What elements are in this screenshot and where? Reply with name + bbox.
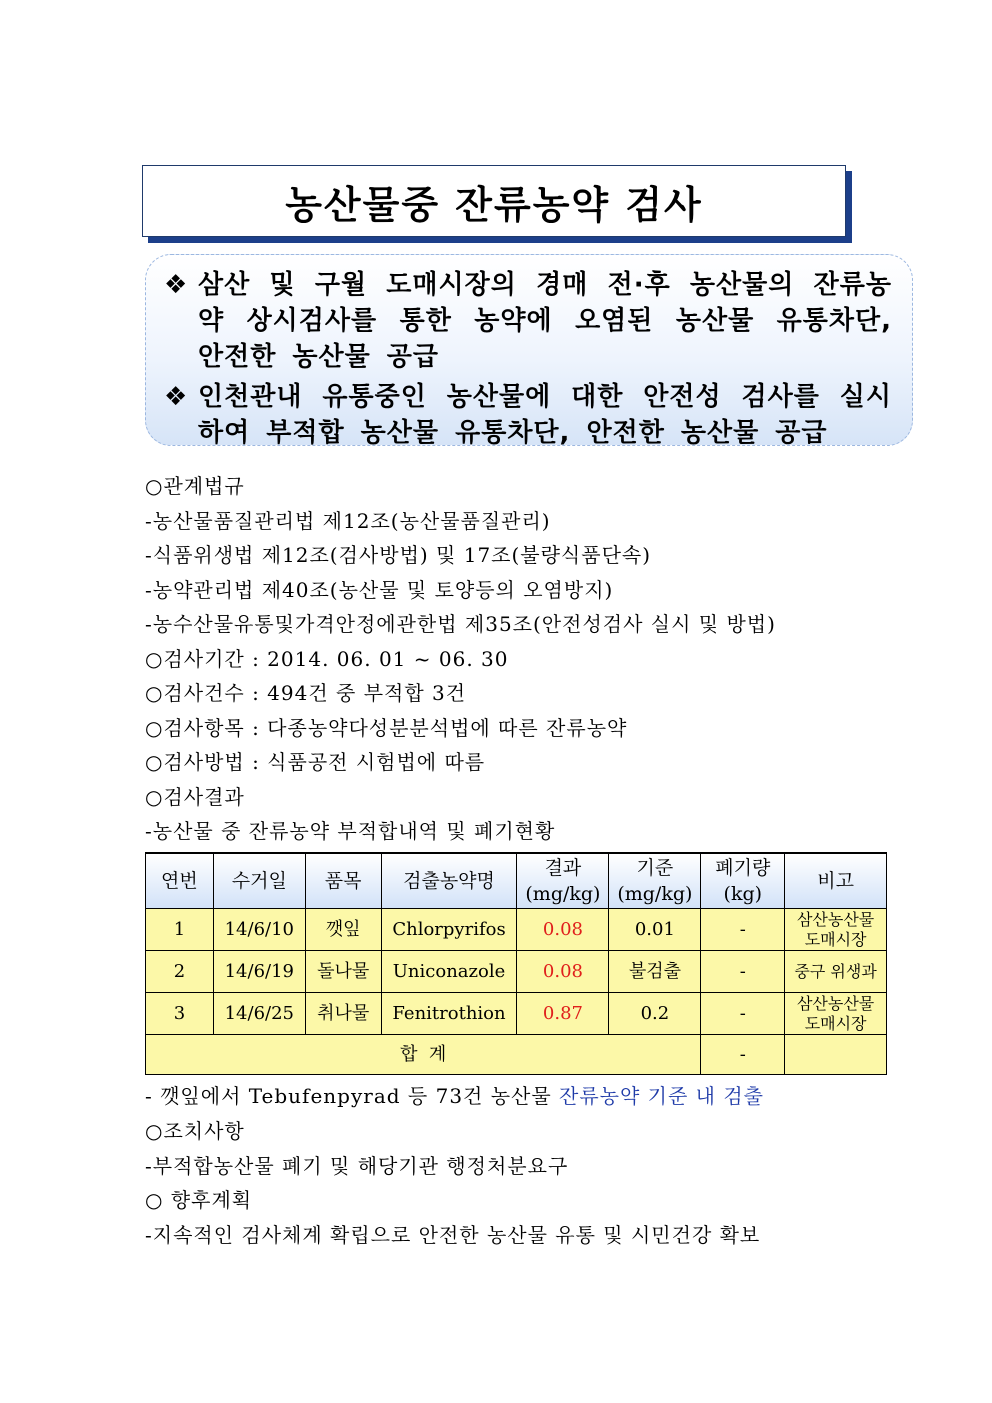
cell-note-line: 도매시장: [804, 1013, 867, 1033]
cell-disposal: -: [701, 951, 785, 993]
header-standard-label: 기준: [636, 857, 674, 879]
law-item: -식품위생법 제12조(검사방법) 및 17조(불량식품단속): [145, 543, 652, 567]
cell-standard: 0.2: [609, 993, 701, 1035]
cell-total-disposal: -: [701, 1035, 785, 1075]
result-heading: ○검사결과: [145, 785, 245, 809]
cell-total-label: 합 계: [146, 1035, 701, 1075]
cell-result: 0.08: [517, 909, 609, 951]
summary-bullet-text: 삼산 및 구월 도매시장의 경매 전·후 농산물의 잔류농약 상시검사를 통한 농약에 오염된 농산물 유통차단, 안전한 농산물 공급: [198, 270, 892, 372]
cell-item: 돌나물: [305, 951, 381, 993]
header-standard: [609, 853, 701, 909]
header-note: 비고: [785, 853, 887, 909]
cell-no: 2: [146, 951, 214, 993]
cell-note: [785, 951, 887, 993]
header-standard-unit: (mg/kg): [617, 883, 693, 905]
cell-item: 깻잎: [305, 909, 381, 951]
inspection-method: ○검사방법 : 식품공전 시험법에 따름: [145, 750, 486, 774]
action-item: -부적합농산물 폐기 및 해당기관 행정처분요구: [145, 1154, 569, 1178]
header-item: 품목: [305, 853, 381, 909]
summary-bullet-text: 인천관내 유통중인 농산물에 대한 안전성 검사를 실시하여 부적합 농산물 유통차단, 안전한 농산물 공급: [198, 382, 892, 448]
summary-bullet: [164, 379, 892, 451]
title-box: [142, 165, 846, 237]
cell-disposal: -: [701, 909, 785, 951]
table-header-row: [146, 853, 887, 909]
inspection-period: ○검사기간 : 2014. 06. 01 ~ 06. 30: [145, 647, 509, 671]
inspection-count: ○검사건수 : 494건 중 부적합 3건: [145, 681, 467, 705]
header-disposal-unit: (kg): [723, 883, 763, 905]
plan-item: -지속적인 검사체계 확립으로 안전한 농산물 유통 및 시민건강 확보: [145, 1223, 761, 1247]
header-disposal: [701, 853, 785, 909]
cell-date: 14/6/19: [213, 951, 305, 993]
cell-date: 14/6/25: [213, 993, 305, 1035]
cell-pesticide: Uniconazole: [381, 951, 517, 993]
header-date: 수거일: [213, 853, 305, 909]
law-item: -농약관리법 제40조(농산물 및 토양등의 오염방지): [145, 578, 614, 602]
header-disposal-label: 폐기량: [715, 857, 771, 879]
cell-note-line: 중구 위생과: [794, 961, 877, 981]
table-row: [146, 993, 887, 1035]
cell-no: 3: [146, 993, 214, 1035]
cell-note: [785, 909, 887, 951]
cell-note-line: 삼산농산물: [796, 909, 875, 929]
cell-pesticide: Fenitrothion: [381, 993, 517, 1035]
table-row: [146, 909, 887, 951]
result-table: [145, 852, 887, 1075]
cell-note-line: 도매시장: [804, 929, 867, 949]
action-heading: ○조치사항: [145, 1119, 245, 1143]
table-row: [146, 951, 887, 993]
table-total-row: [146, 1035, 887, 1075]
cell-date: 14/6/10: [213, 909, 305, 951]
cell-standard: 0.01: [609, 909, 701, 951]
footnote-highlight: 잔류농약 기준 내 검출: [559, 1084, 764, 1108]
diamond-bullet-icon: ❖: [164, 382, 188, 412]
plan-heading: ○ 향후계획: [145, 1188, 253, 1212]
cell-result: 0.08: [517, 951, 609, 993]
summary-bullet: [164, 267, 892, 375]
cell-result: 0.87: [517, 993, 609, 1035]
page-title: 농산물중 잔류농약 검사: [285, 182, 703, 227]
cell-standard: 불검출: [609, 951, 701, 993]
header-no: 연번: [146, 853, 214, 909]
header-result-label: 결과: [544, 857, 582, 879]
footnote-text: - 깻잎에서 Tebufenpyrad 등 73건 농산물: [145, 1084, 560, 1108]
diamond-bullet-icon: ❖: [164, 270, 188, 300]
cell-pesticide: Chlorpyrifos: [381, 909, 517, 951]
result-subheading: -농산물 중 잔류농약 부적합내역 및 폐기현황: [145, 819, 556, 843]
header-result-unit: (mg/kg): [525, 883, 601, 905]
law-item: -농수산물유통및가격안정에관한법 제35조(안전성검사 실시 및 방법): [145, 612, 776, 636]
cell-disposal: -: [701, 993, 785, 1035]
law-item: -농산물품질관리법 제12조(농산물품질관리): [145, 509, 551, 533]
cell-item: 취나물: [305, 993, 381, 1035]
inspection-items: ○검사항목 : 다종농약다성분분석법에 따른 잔류농약: [145, 716, 628, 740]
law-heading: ○관계법규: [145, 474, 245, 498]
cell-note: [785, 993, 887, 1035]
summary-box: [145, 254, 913, 446]
header-result: [517, 853, 609, 909]
footnote: [145, 1080, 764, 1109]
cell-note-line: 삼산농산물: [796, 993, 875, 1013]
cell-total-note: [785, 1035, 887, 1075]
cell-no: 1: [146, 909, 214, 951]
header-pesticide: 검출농약명: [381, 853, 517, 909]
